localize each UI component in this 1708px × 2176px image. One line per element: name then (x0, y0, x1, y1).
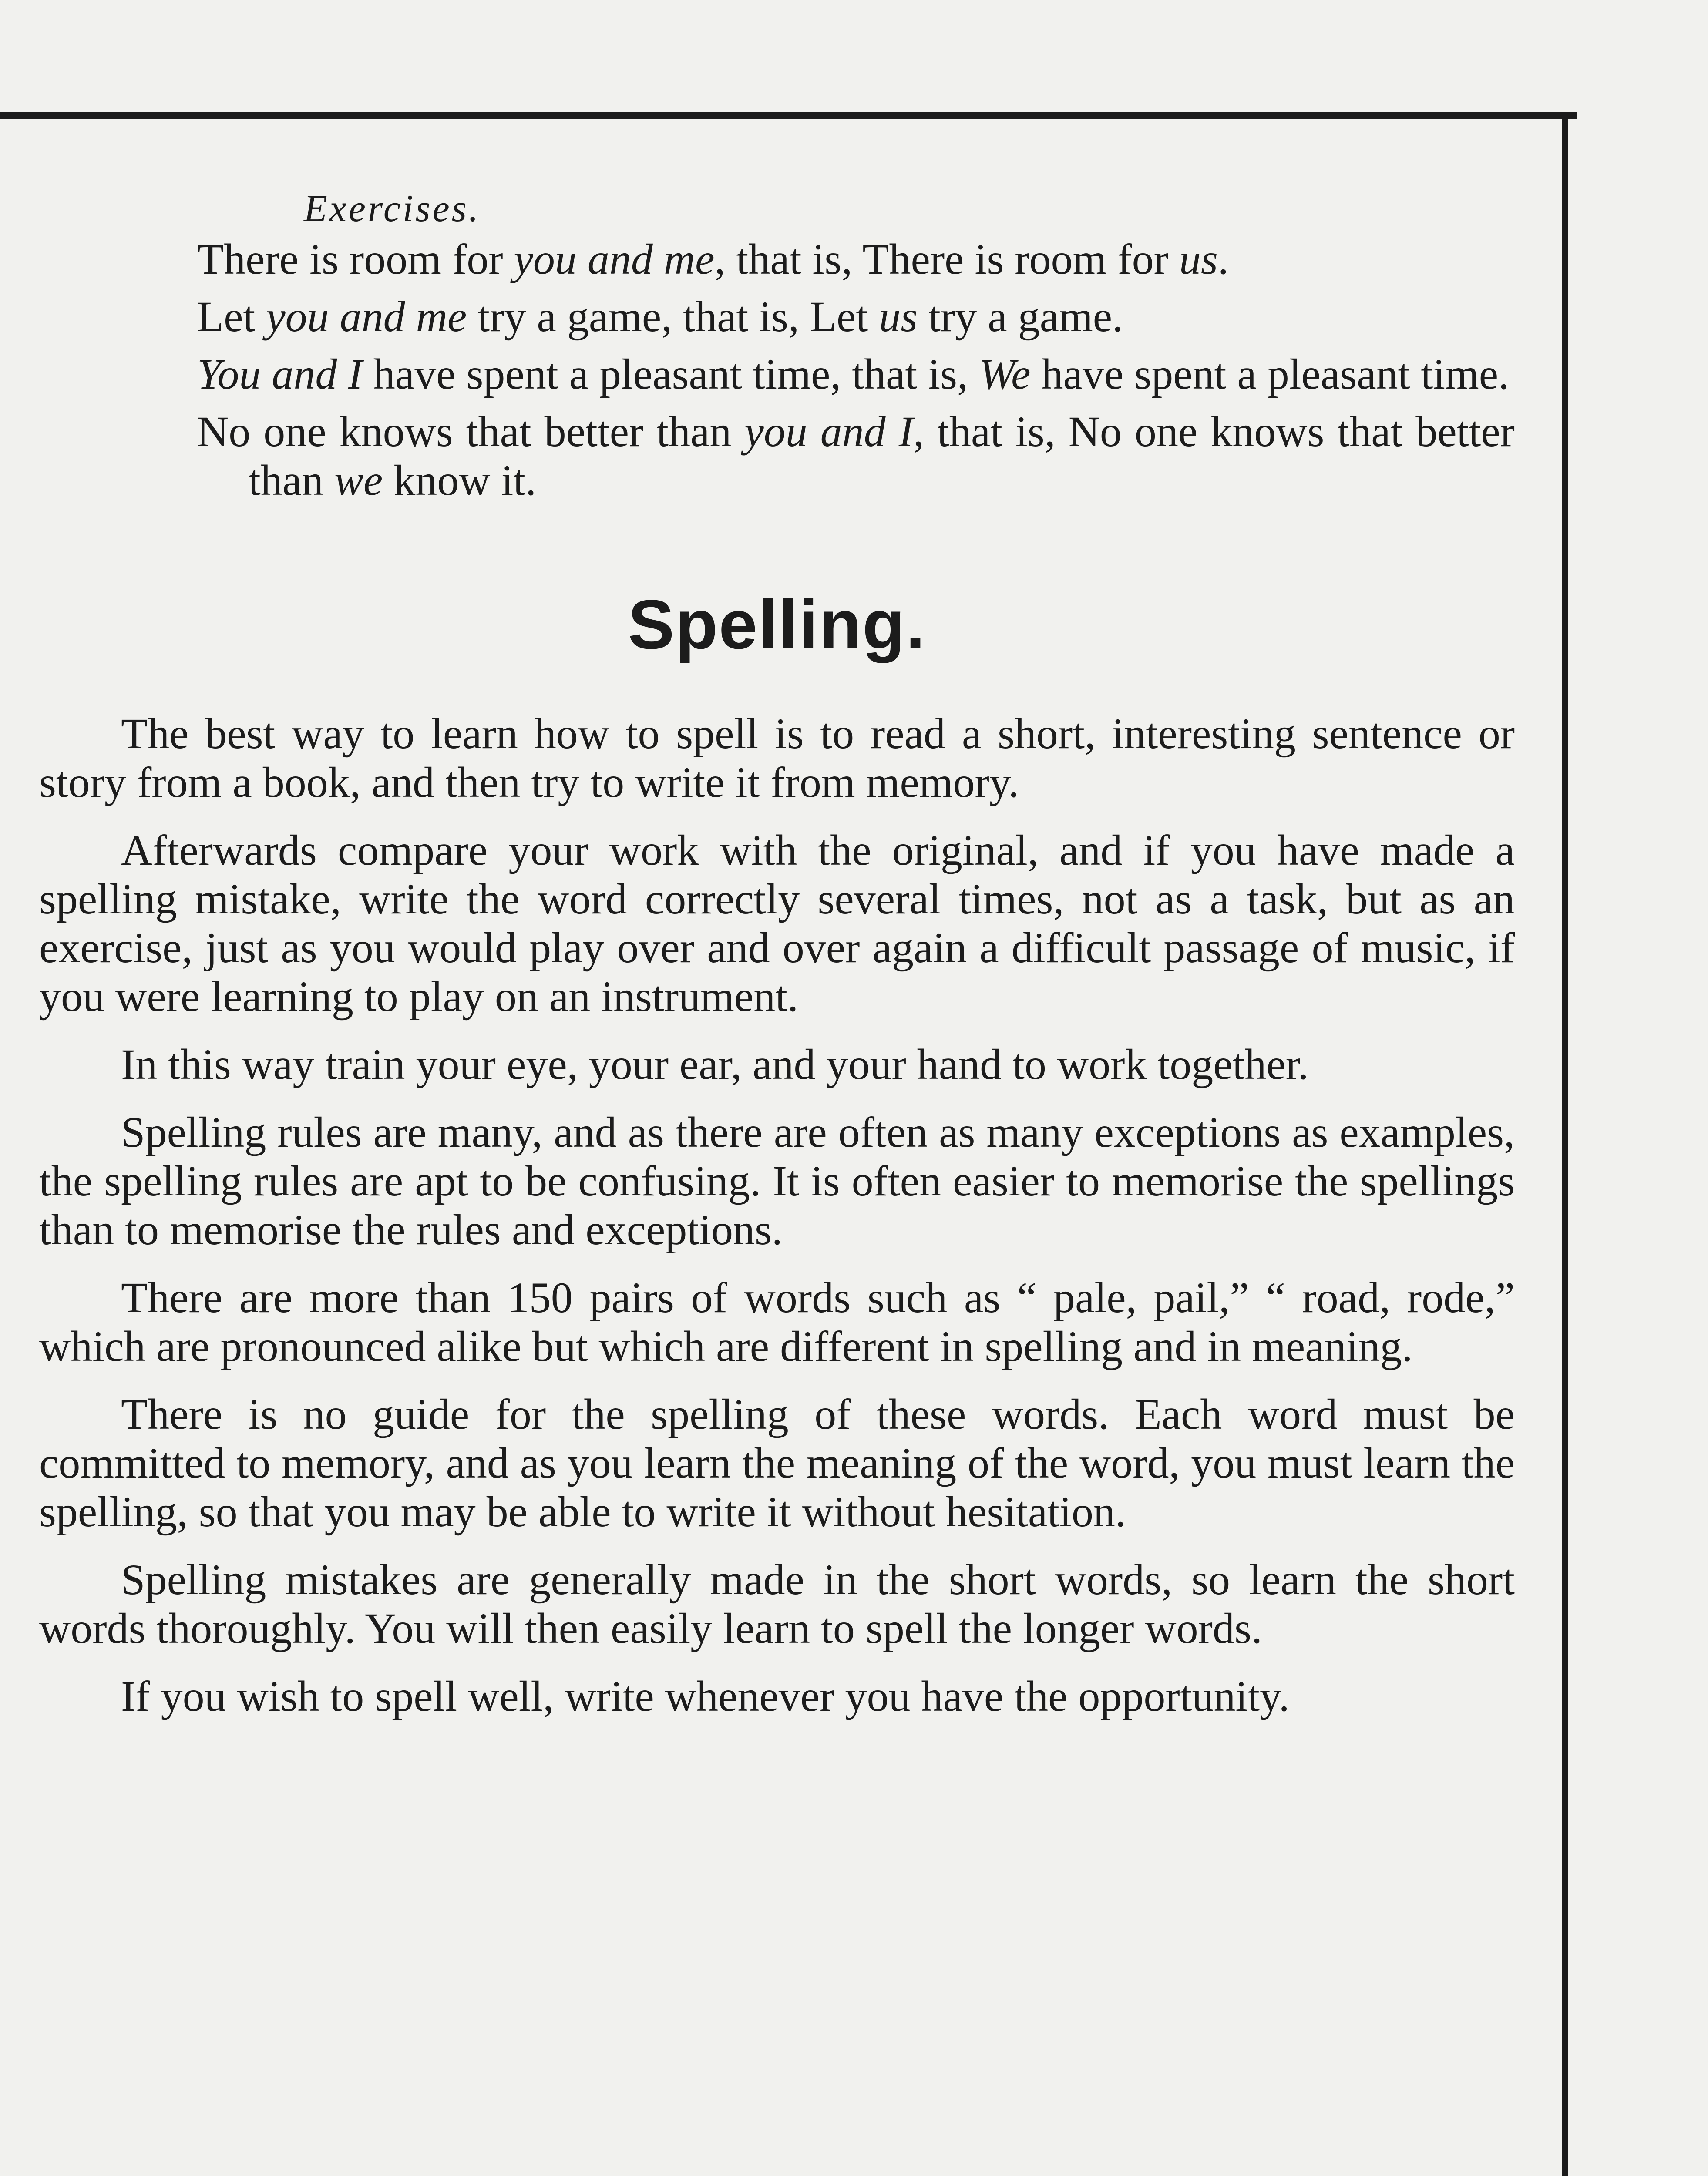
exercise-line (197, 350, 1515, 399)
exercise-text: have spent a pleasant time. (1030, 350, 1510, 398)
frame-right-rule (1562, 112, 1568, 2176)
exercise-text: Let (197, 292, 266, 341)
exercise-line (197, 407, 1515, 505)
exercise-italic: you and I (744, 407, 914, 456)
paragraph: The best way to learn how to spell is to read a short, interesting sentence or story from a book, and then try to write it from memory. (39, 709, 1515, 806)
exercise-italic: us (879, 292, 918, 341)
exercise-line (197, 292, 1515, 341)
exercise-italic: us (1179, 235, 1218, 283)
page-content (39, 183, 1515, 1740)
section-title: Spelling. (628, 585, 926, 663)
exercise-text: No one knows that better than (197, 407, 745, 456)
paragraph: Afterwards compare your work with the original, and if you have made a spelling mistake, write the word correctly several times, not as a task, but as an exercise, just as you would play over and over again a difficult passage of music, if you were learning to play on an instrument. (39, 826, 1515, 1021)
exercise-text: . (1217, 235, 1229, 283)
exercise-text: have spent a pleasant time, that is, (362, 350, 979, 398)
exercise-text: There is room for (197, 235, 514, 283)
exercise-italic: We (979, 350, 1031, 398)
exercise-text: , that is, There is room for (714, 235, 1179, 283)
frame-top-rule (0, 112, 1577, 119)
exercise-italic: you and me (266, 292, 467, 341)
exercise-italic: You and I (197, 350, 363, 398)
exercises-heading: Exercises. (304, 188, 481, 230)
exercise-text: , that is, No one knows that better than (249, 407, 1515, 504)
exercise-line (197, 235, 1515, 284)
paragraph: In this way train your eye, your ear, and your hand to work together. (121, 1040, 1309, 1088)
paragraph: If you wish to spell well, write whenever you have the opportunity. (121, 1672, 1290, 1720)
paragraph: There is no guide for the spelling of these words. Each word must be committed to memory, and as you learn the meaning of the word, you must learn the spelling, so that you may be able to write it without hesitation. (39, 1390, 1515, 1536)
exercise-italic: you and me (514, 235, 715, 283)
paragraph: Spelling rules are many, and as there are often as many exceptions as examples, the spelling rules are apt to be confusing. It is often easier to memorise the spellings than to memorise the rules and exceptions. (39, 1108, 1515, 1254)
paragraph: Spelling mistakes are generally made in the short words, so learn the short words thoroughly. You will then easily learn to spell the longer words. (39, 1555, 1515, 1652)
paragraph: There are more than 150 pairs of words such as “ pale, pail,” “ road, rode,” which are pronounced alike but which are different in spelling and in meaning. (39, 1273, 1515, 1370)
exercise-text: know it. (383, 456, 537, 504)
exercise-text: try a game, that is, Let (467, 292, 879, 341)
exercise-text: try a game. (918, 292, 1123, 341)
exercise-italic: we (334, 456, 383, 504)
